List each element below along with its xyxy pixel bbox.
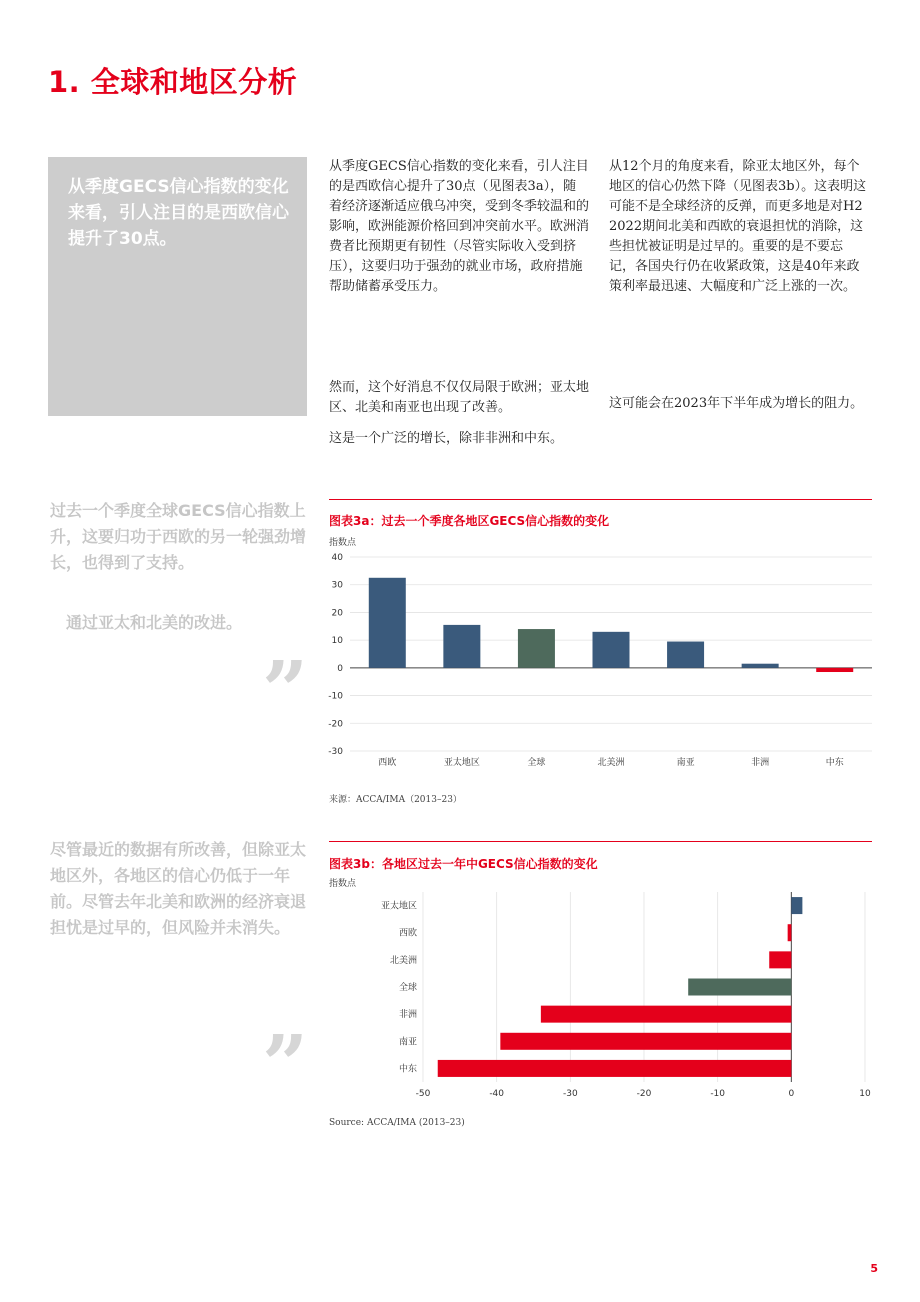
- y-tick-label: 40: [331, 553, 343, 563]
- bar-南亚: [667, 642, 704, 668]
- y-tick-label: 北美洲: [389, 955, 417, 966]
- x-tick-label: 南亚: [676, 758, 695, 768]
- bar-非洲: [541, 1006, 791, 1023]
- y-tick-label: 20: [331, 608, 343, 619]
- bar-北美洲: [593, 632, 630, 668]
- x-tick-label: -10: [710, 1089, 726, 1099]
- bar-非洲: [742, 664, 779, 668]
- y-tick-label: 30: [331, 580, 343, 591]
- x-tick-label: 中东: [825, 758, 844, 768]
- bar-南亚: [500, 1033, 791, 1050]
- bar-中东: [816, 668, 853, 672]
- y-tick-label: -20: [328, 719, 343, 730]
- y-tick-label: 0: [337, 663, 343, 674]
- chart-3a-source: 来源：ACCA/IMA（2013–23）: [329, 795, 462, 805]
- bar-北美洲: [769, 951, 791, 968]
- y-tick-label: 10: [331, 636, 343, 647]
- y-tick-label: 南亚: [398, 1037, 417, 1048]
- quote-mark-icon: ”: [262, 1017, 309, 1111]
- x-tick-label: 西欧: [378, 758, 397, 768]
- chart-3b-title: 图表3b：各地区过去一年中GECS信心指数的变化: [329, 857, 598, 871]
- x-tick-label: 亚太地区: [443, 758, 480, 768]
- chart-3b-source: Source: ACCA/IMA (2013–23): [329, 1118, 465, 1128]
- body-paragraph: 这可能会在2023年下半年成为增长的阻力。: [609, 396, 864, 411]
- y-tick-label: -10: [328, 691, 343, 702]
- bar-中东: [438, 1060, 792, 1077]
- callout-text: 从季度GECS信心指数的变化来看，引人注目的是西欧信心提升了30点。: [68, 177, 289, 249]
- quote-mark-icon: ”: [262, 643, 309, 737]
- y-tick-label: 亚太地区: [380, 901, 417, 912]
- x-tick-label: -50: [415, 1089, 431, 1099]
- body-column-2: [609, 157, 867, 297]
- x-tick-label: 0: [788, 1089, 795, 1099]
- x-tick-label: -20: [636, 1089, 652, 1099]
- chart-3a: [320, 545, 880, 775]
- chart-3a-title: 图表3a：过去一个季度各地区GECS信心指数的变化: [329, 514, 610, 528]
- chart-3b: [320, 886, 880, 1106]
- x-tick-label: 非洲: [751, 758, 770, 768]
- y-tick-label: 西欧: [398, 928, 417, 939]
- body-paragraph: 这是一个广泛的增长，除非非洲和中东。: [329, 431, 564, 446]
- pull-quote-1-continued: 通过亚太和北美的改进。: [66, 613, 243, 632]
- y-tick-label: 中东: [398, 1064, 417, 1075]
- page-number: 5: [870, 1262, 878, 1275]
- bar-全球: [688, 979, 791, 996]
- body-paragraph: 从季度GECS信心指数的变化来看，引人注目的是西欧信心提升了30点（见图表3a），随着经济逐渐适应俄乌冲突，受到冬季较温和的影响，欧洲能源价格回到冲突前水平。欧洲消费者比预期更有韧性（尽管实际收入受到挤压），这要归功于强劲的就业市场，政府措施帮助储蓄承受压力。: [329, 159, 590, 294]
- x-tick-label: -40: [489, 1089, 505, 1099]
- body-column-1: [329, 157, 589, 297]
- pull-quote-1: 过去一个季度全球GECS信心指数上升，这要归功于西欧的另一轮强劲增长，也得到了支持。: [50, 501, 307, 572]
- chart-3b-ylabel: 指数点: [329, 879, 357, 889]
- bar-亚太地区: [791, 897, 802, 914]
- bar-亚太地区: [443, 625, 480, 668]
- chart-3a-ylabel: 指数点: [329, 538, 357, 548]
- body-paragraph: 然而，这个好消息不仅仅局限于欧洲；亚太地区、北美和南亚也出现了改善。: [329, 380, 590, 415]
- y-tick-label: 非洲: [398, 1010, 417, 1021]
- y-tick-label: -30: [328, 747, 343, 757]
- bar-西欧: [369, 578, 406, 668]
- x-tick-label: 北美洲: [597, 758, 625, 768]
- body-column-2-lower: [609, 394, 867, 414]
- pull-quote-2: 尽管最近的数据有所改善，但除亚太地区外，各地区的信心仍低于一年前。尽管去年北美和欧洲的经济衰退担忧是过早的，但风险并未消失。: [50, 840, 307, 937]
- bar-西欧: [788, 924, 792, 941]
- body-paragraph: 从12个月的角度来看，除亚太地区外，每个地区的信心仍然下降（见图表3b）。这表明这可能不是全球经济的反弹，而更多地是对H2 2022期间北美和西欧的衰退担忧的消除，这些担忧被证明是过早的。重要的是不要忘记，各国央行仍在收紧政策，这是40年来政策利率最迅速、大幅度和广泛上涨的一次。: [609, 159, 867, 294]
- body-column-1-lower: [329, 378, 589, 449]
- page-title: 1. 全球和地区分析: [48, 65, 298, 99]
- y-tick-label: 全球: [398, 983, 417, 993]
- bar-全球: [518, 629, 555, 668]
- x-tick-label: 全球: [527, 758, 546, 768]
- x-tick-label: -30: [562, 1089, 578, 1099]
- chart-3b-top-rule: [329, 841, 872, 842]
- chart-3a-top-rule: [329, 499, 872, 500]
- x-tick-label: 10: [859, 1089, 871, 1099]
